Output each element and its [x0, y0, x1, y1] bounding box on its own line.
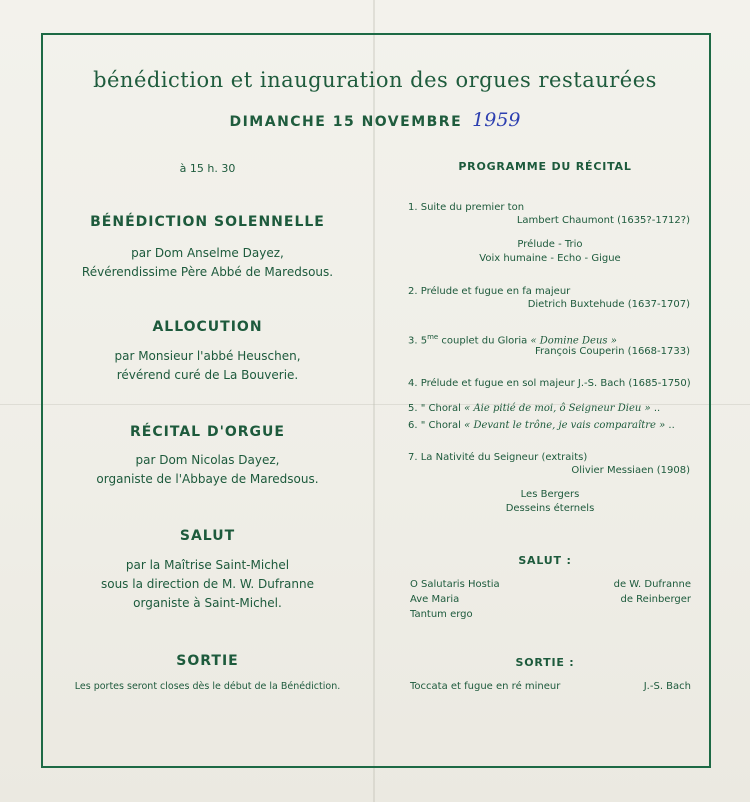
salut-piece-3: Tantum ergo	[410, 609, 473, 620]
item-3-title-rest: couplet du Gloria	[438, 335, 528, 347]
doors-note: Les portes seront closes dès le début de la Bénédiction.	[74, 681, 341, 692]
allocution-line-1: par Monsieur l'abbé Heuschen,	[114, 349, 301, 363]
item-5-quote: « Aie pitié de moi, ô Seigneur Dieu »	[464, 403, 651, 414]
salut-line-3: organiste à Saint-Michel.	[133, 596, 282, 610]
salut-heading: SALUT	[179, 528, 236, 544]
recital-heading: RÉCITAL D'ORGUE	[130, 424, 285, 440]
item-6-prefix: 6. " Choral	[408, 420, 461, 431]
item-2-title: 2. Prélude et fugue en fa majeur	[408, 286, 571, 297]
salut-piece-2: Ave Maria	[410, 594, 460, 605]
item-6-suffix: ..	[665, 420, 675, 431]
item-6-quote: « Devant le trône, je vais comparaître »	[464, 420, 666, 431]
item-1-movements-2: Voix humaine - Echo - Gigue	[479, 253, 621, 264]
salut-line-1: par la Maîtrise Saint-Michel	[125, 558, 290, 572]
benediction-line-1: par Dom Anselme Dayez,	[131, 246, 284, 260]
item-6-title	[408, 418, 675, 433]
item-1-composer: Lambert Chaumont (1635?-1712?)	[516, 215, 690, 226]
item-7-title: 7. La Nativité du Seigneur (extraits)	[408, 452, 588, 463]
item-7-movement-2: Desseins éternels	[505, 503, 595, 514]
page-title: bénédiction et inauguration des orgues restaurées	[93, 68, 657, 92]
item-2-composer: Dietrich Buxtehude (1637-1707)	[527, 299, 690, 310]
item-3-composer: François Couperin (1668-1733)	[534, 346, 690, 357]
sortie-programme-heading: SORTIE :	[515, 656, 575, 669]
salut-piece-1: O Salutaris Hostia	[410, 579, 500, 590]
allocution-heading: ALLOCUTION	[152, 319, 263, 335]
sortie-piece: Toccata et fugue en ré mineur	[410, 681, 561, 692]
recital-line-2: organiste de l'Abbaye de Maredsous.	[96, 472, 319, 486]
item-5-title	[408, 401, 660, 416]
recital-line-1: par Dom Nicolas Dayez,	[135, 453, 280, 467]
event-date	[0, 109, 750, 131]
salut-line-2: sous la direction de M. W. Dufranne	[100, 577, 315, 591]
item-5-suffix: ..	[650, 403, 661, 414]
item-1-movements-1: Prélude - Trio	[517, 239, 583, 250]
programme-heading: PROGRAMME DU RÉCITAL	[458, 160, 632, 173]
allocution-line-2: révérend curé de La Bouverie.	[116, 368, 299, 382]
salut-composer-2: de Reinberger	[620, 594, 691, 605]
item-7-composer: Olivier Messiaen (1908)	[571, 465, 690, 476]
item-1-title: 1. Suite du premier ton	[408, 202, 525, 213]
date-label: DIMANCHE 15 NOVEMBRE	[229, 114, 463, 130]
sortie-heading: SORTIE	[176, 653, 239, 669]
benediction-line-2: Révérendissime Père Abbé de Maredsous.	[81, 265, 334, 279]
salut-programme-heading: SALUT :	[518, 554, 572, 567]
item-3-quote: « Domine Deus »	[530, 335, 617, 347]
item-7-movement-1: Les Bergers	[520, 489, 580, 500]
item-5-prefix: 5. " Choral	[408, 403, 461, 414]
sortie-composer: J.-S. Bach	[643, 681, 691, 692]
handwritten-year: 1959	[472, 109, 521, 131]
item-3-number: 3. 5	[408, 335, 428, 347]
item-3-sup: me	[427, 333, 439, 341]
start-time: à 15 h. 30	[179, 162, 236, 175]
salut-composer-1: de W. Dufranne	[613, 579, 691, 590]
item-4-title: 4. Prélude et fugue en sol majeur J.-S. Bach (1685-1750)	[408, 378, 691, 389]
benediction-heading: BÉNÉDICTION SOLENNELLE	[90, 214, 325, 230]
